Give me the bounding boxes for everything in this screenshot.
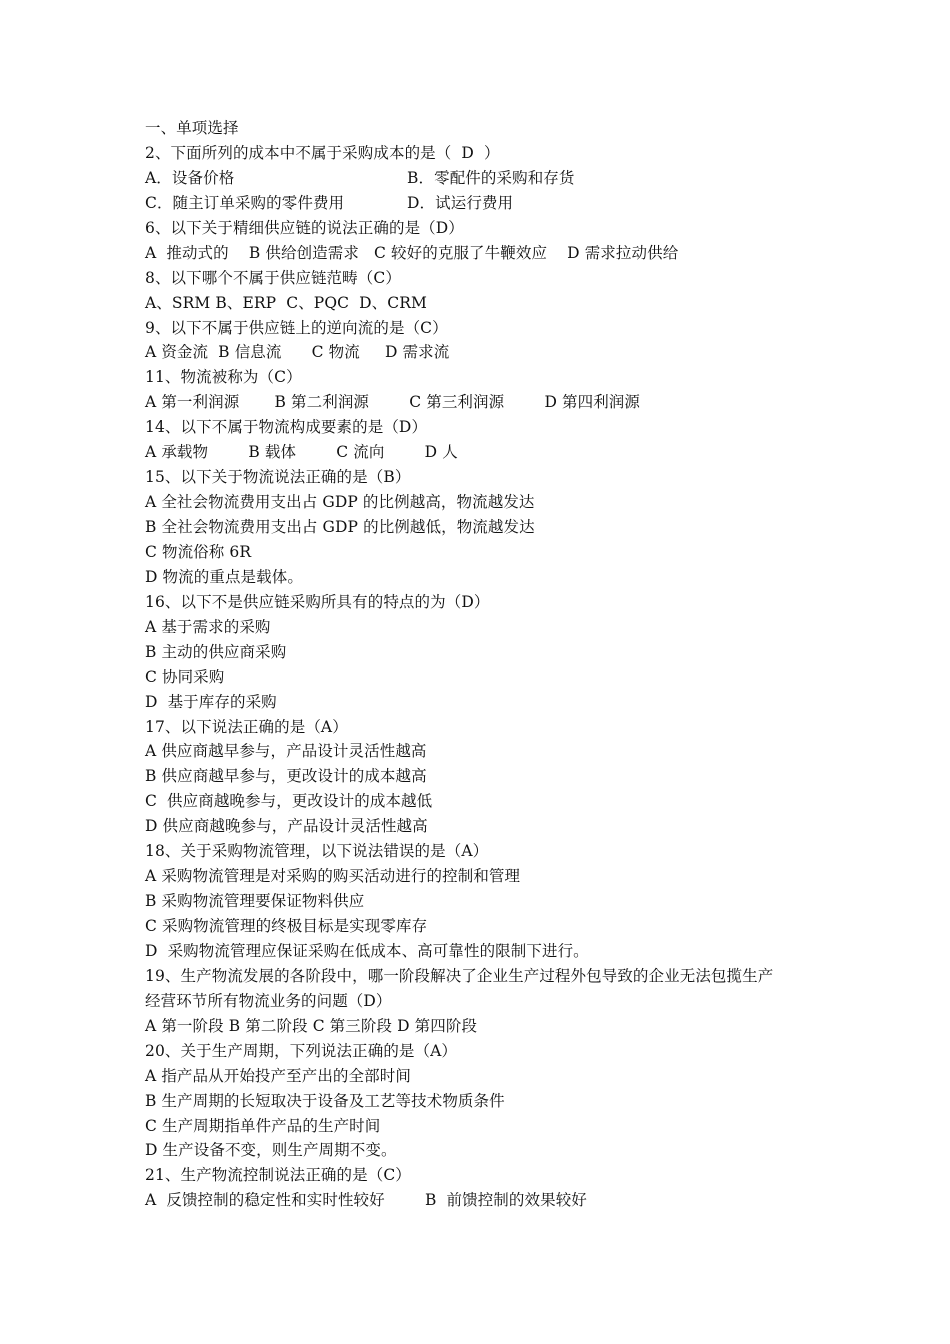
q17-option-c: C 供应商越晚参与，更改设计的成本越低 — [145, 792, 433, 811]
q9-stem: 9、以下不属于供应链上的逆向流的是（C） — [145, 318, 448, 337]
q17-stem: 17、以下说法正确的是（A） — [145, 717, 348, 736]
q14-stem: 14、以下不属于物流构成要素的是（D） — [145, 418, 428, 437]
q8-options: A、SRM B、ERP C、PQC D、CRM — [145, 293, 427, 312]
q11-stem: 11、物流被称为（C） — [145, 368, 302, 387]
q2-option-b: B．零配件的采购和存货 — [407, 168, 575, 187]
q15-option-c: C 物流俗称 6R — [145, 542, 252, 561]
q2-options-row-2 — [145, 191, 845, 216]
q18-option-b: B 采购物流管理要保证物料供应 — [145, 892, 365, 911]
q15-stem: 15、以下关于物流说法正确的是（B） — [145, 468, 411, 487]
q20-stem: 20、关于生产周期，下列说法正确的是（A） — [145, 1041, 458, 1060]
q14-options: A 承载物 B 载体 C 流向 D 人 — [145, 443, 458, 462]
section-title: 一、单项选择 — [145, 119, 239, 137]
q2-option-a: A．设备价格 — [145, 168, 235, 187]
q15-option-d: D 物流的重点是载体。 — [145, 567, 303, 586]
q8-stem: 8、以下哪个不属于供应链范畴（C） — [145, 268, 401, 287]
q20-option-c: C 生产周期指单件产品的生产时间 — [145, 1116, 381, 1135]
q18-stem: 18、关于采购物流管理，以下说法错误的是（A） — [145, 842, 489, 861]
q2-option-c: C．随主订单采购的零件费用 — [145, 193, 345, 212]
q11-options: A 第一利润源 B 第二利润源 C 第三利润源 D 第四利润源 — [145, 393, 641, 412]
q2-options-row-1 — [145, 166, 845, 191]
q2-option-d: D．试运行费用 — [407, 193, 514, 212]
question-list — [145, 116, 845, 1213]
q19-stem-line-1: 19、生产物流发展的各阶段中，哪一阶段解决了企业生产过程外包导致的企业无法包揽生产 — [145, 966, 774, 985]
q17-option-d: D 供应商越晚参与，产品设计灵活性越高 — [145, 817, 428, 836]
q18-option-d: D 采购物流管理应保证采购在低成本、高可靠性的限制下进行。 — [145, 941, 589, 960]
q19-options: A 第一阶段 B 第二阶段 C 第三阶段 D 第四阶段 — [145, 1016, 478, 1035]
q16-option-a: A 基于需求的采购 — [145, 617, 271, 636]
q16-option-c: C 协同采购 — [145, 667, 225, 686]
q21-options: A 反馈控制的稳定性和实时性较好 B 前馈控制的效果较好 — [145, 1191, 587, 1210]
q21-stem: 21、生产物流控制说法正确的是（C） — [145, 1166, 411, 1185]
q15-option-b: B 全社会物流费用支出占 GDP 的比例越低，物流越发达 — [145, 518, 535, 536]
q18-option-a: A 采购物流管理是对采购的购买活动进行的控制和管理 — [145, 867, 521, 886]
q20-option-d: D 生产设备不变，则生产周期不变。 — [145, 1141, 397, 1160]
q16-stem: 16、以下不是供应链采购所具有的特点的为（D） — [145, 592, 490, 611]
q18-option-c: C 采购物流管理的终极目标是实现零库存 — [145, 917, 428, 935]
q2-stem: 2、下面所列的成本中不属于采购成本的是（ D ） — [145, 143, 500, 162]
q6-stem: 6、以下关于精细供应链的说法正确的是（D） — [145, 218, 464, 237]
q19-stem-line-2: 经营环节所有物流业务的问题（D） — [145, 991, 392, 1010]
q15-option-a: A 全社会物流费用支出占 GDP 的比例越高，物流越发达 — [145, 493, 535, 512]
q6-options: A 推动式的 B 供给创造需求 C 较好的克服了牛鞭效应 D 需求拉动供给 — [145, 243, 679, 262]
q17-option-a: A 供应商越早参与，产品设计灵活性越高 — [145, 742, 427, 761]
q9-options: A 资金流 B 信息流 C 物流 D 需求流 — [145, 343, 450, 362]
q17-option-b: B 供应商越早参与，更改设计的成本越高 — [145, 767, 427, 786]
q16-option-b: B 主动的供应商采购 — [145, 642, 287, 661]
q20-option-b: B 生产周期的长短取决于设备及工艺等技术物质条件 — [145, 1091, 505, 1110]
q16-option-d: D 基于库存的采购 — [145, 692, 277, 711]
q20-option-a: A 指产品从开始投产至产出的全部时间 — [145, 1066, 411, 1085]
